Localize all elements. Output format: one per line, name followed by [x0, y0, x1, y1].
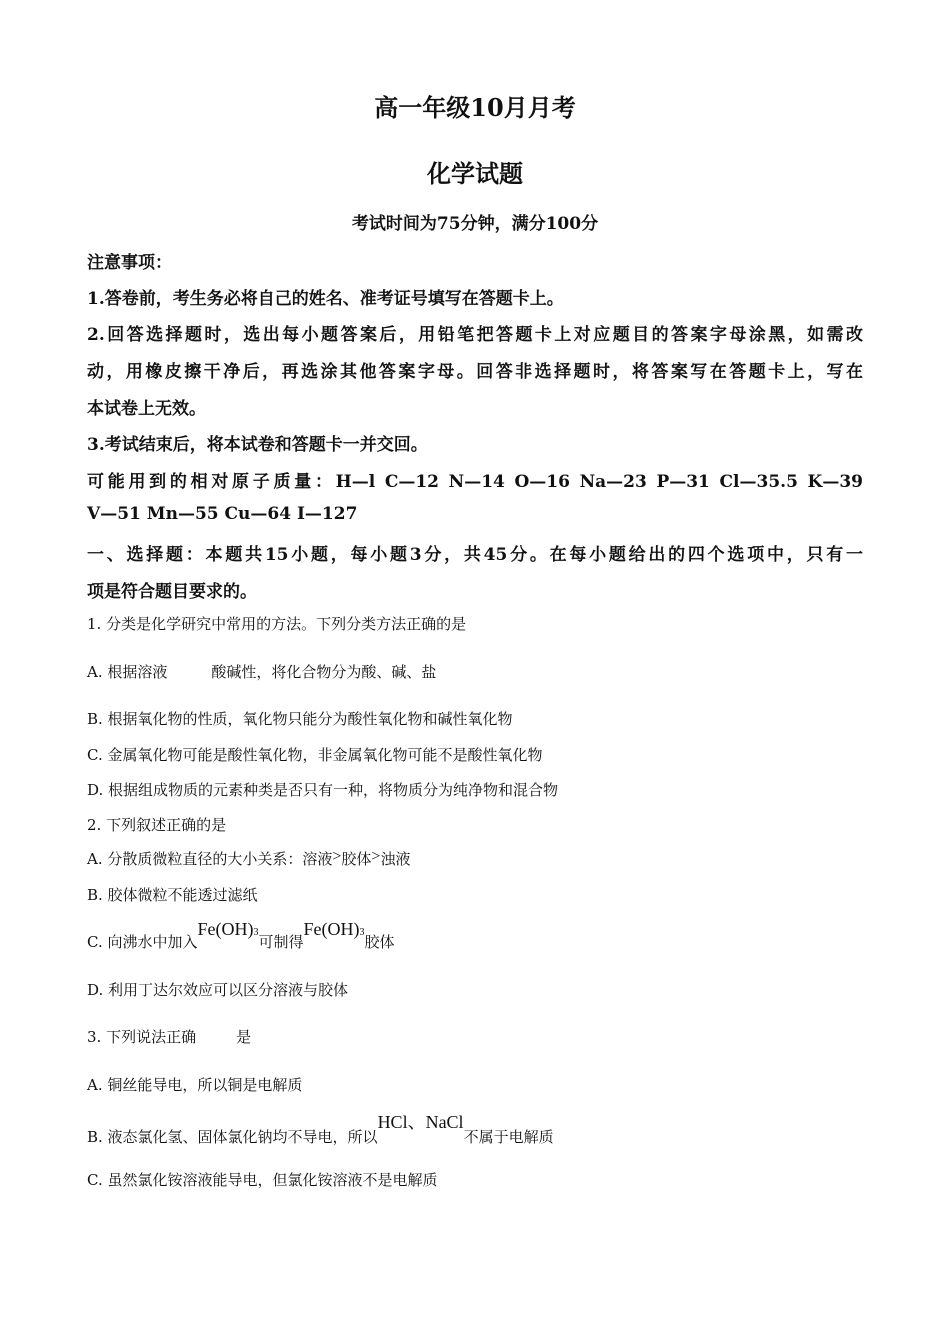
hcl-nacl-formula: HCl、NaCl	[377, 1112, 464, 1132]
formula-subscript: 3	[253, 927, 259, 938]
formula-subscript-2: 3	[359, 927, 365, 938]
note-2-line-3: 本试卷上无效。	[87, 399, 206, 419]
q2-option-a	[87, 848, 410, 869]
q2-option-a-pre: A. 分散质微粒直径的大小关系：溶液	[87, 850, 333, 868]
atomic-mass-line-1: 可能用到的相对原子质量：H—l C—12 N—14 O—16 Na—23 P—31 Cl—35.5 K—39	[87, 472, 863, 492]
q3-option-c: C. 虽然氯化铵溶液能导电，但氯化铵溶液不是电解质	[87, 1171, 438, 1189]
q3-option-a: A. 铜丝能导电，所以铜是电解质	[87, 1076, 303, 1094]
q3-option-b-pre: B. 液态氯化氢、固体氯化钠均不导电，所以	[87, 1128, 378, 1146]
q1-option-a-pre: A. 根据溶液	[87, 663, 168, 681]
section-1-heading-line-2: 项是符合题目要求的。	[87, 582, 257, 602]
q2-option-c	[87, 919, 395, 952]
formula-main-2: Fe(OH)	[303, 919, 360, 939]
q1-option-c: C. 金属氧化物可能是酸性氧化物，非金属氧化物可能不是酸性氧化物	[87, 746, 543, 764]
q3-option-b	[87, 1112, 554, 1148]
notes-heading: 注意事项：	[87, 253, 172, 273]
formula-main: Fe(OH)	[197, 919, 254, 939]
note-3: 3.考试结束后，将本试卷和答题卡一并交回。	[87, 435, 428, 455]
q1-option-a-post: 酸碱性，将化合物分为酸、碱、盐	[211, 663, 437, 681]
greater-than-symbol: >	[332, 848, 342, 865]
q3-stem-pre: 3. 下列说法正确	[87, 1028, 197, 1046]
q2-option-a-post: 浊液	[380, 850, 411, 868]
q2-stem: 2. 下列叙述正确的是	[87, 816, 227, 834]
exam-title: 高一年级10月月考	[374, 93, 576, 122]
fe-oh-3-formula	[197, 919, 258, 939]
exam-info: 考试时间为75分钟，满分100分	[351, 214, 599, 234]
fe-oh-3-formula-2	[304, 919, 365, 939]
q1-option-d: D. 根据组成物质的元素种类是否只有一种，将物质分为纯净物和混合物	[87, 781, 559, 799]
q2-option-d: D. 利用丁达尔效应可以区分溶液与胶体	[87, 981, 349, 999]
q3-stem-post: 是	[236, 1028, 252, 1046]
greater-than-symbol-2: >	[371, 848, 381, 865]
q3-option-b-post: 不属于电解质	[463, 1128, 554, 1146]
atomic-mass-line-2: V—51 Mn—55 Cu—64 I—127	[87, 504, 358, 524]
q1-option-b: B. 根据氧化物的性质，氧化物只能分为酸性氧化物和碱性氧化物	[87, 710, 513, 728]
section-1-heading-line-1: 一、选择题：本题共15小题，每小题3分，共45分。在每小题给出的四个选项中，只有一	[87, 545, 863, 565]
note-1: 1.答卷前，考生务必将自己的姓名、准考证号填写在答题卡上。	[87, 289, 564, 309]
q2-option-c-mid: 可制得	[258, 933, 304, 951]
q1-stem: 1. 分类是化学研究中常用的方法。下列分类方法正确的是	[87, 615, 467, 633]
q1-option-a	[87, 661, 436, 682]
q2-option-c-post: 胶体	[364, 933, 395, 951]
note-2-line-1: 2.回答选择题时，选出每小题答案后，用铅笔把答题卡上对应题目的答案字母涂黑，如需改	[87, 325, 863, 345]
q2-option-a-mid: 胶体	[341, 850, 372, 868]
q3-stem	[87, 1026, 251, 1047]
subject-title: 化学试题	[427, 159, 523, 188]
q2-option-c-pre: C. 向沸水中加入	[87, 933, 198, 951]
q2-option-b: B. 胶体微粒不能透过滤纸	[87, 886, 258, 904]
note-2-line-2: 动，用橡皮擦干净后，再选涂其他答案字母。回答非选择题时，将答案写在答题卡上，写在	[87, 362, 863, 382]
